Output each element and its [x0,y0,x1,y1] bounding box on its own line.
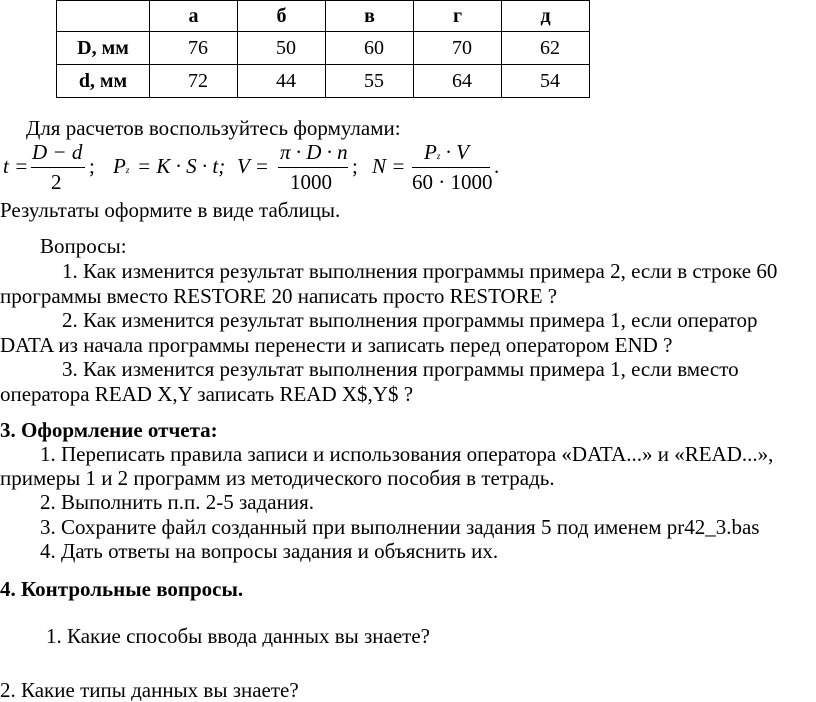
question-line: 1. Как изменится результат выполнения программы примера 2, если в строке 60 [62,259,778,283]
table-cell: 72 [150,65,238,98]
questions-title: Вопросы: [40,234,127,258]
formula-pz-lhs: Pz [113,154,130,178]
formulas-line [0,140,816,196]
control-question: 2. Какие типы данных вы знаете? [0,678,299,702]
question-line: 3. Как изменится результат выполнения программы примера 1, если вместо [62,357,739,381]
table-cell: 60 [326,32,414,65]
table-cell: 70 [414,32,502,65]
table-row [57,65,590,98]
formula-v-lhs: V = [237,154,269,178]
formula-separator: ; [89,154,95,178]
formula-t-lhs: t = [3,154,29,178]
row-label: D, мм [57,32,150,65]
question-line: программы вместо RESTORE 20 написать просто RESTORE ? [0,284,558,308]
dimensions-table [56,0,590,98]
report-line: примеры 1 и 2 программ из методического пособия в тетрадь. [0,466,555,490]
section-4-title: 4. Контрольные вопросы. [0,577,244,601]
table-cell: 50 [238,32,326,65]
question-line: DATA из начала программы перенести и записать перед оператором END ? [0,333,673,357]
table-cell: 76 [150,32,238,65]
row-label: d, мм [57,65,150,98]
formula-t-numerator: D − d [32,140,83,164]
formula-pz-rhs: = K · S · t; [137,154,226,178]
formula-separator: ; [352,154,358,178]
table-header-cell: в [326,1,414,32]
fraction-line [412,167,490,168]
formula-n-denominator: 60 · 1000 [412,170,493,194]
table-row [57,32,590,65]
fraction-line [278,167,348,168]
formula-n-lhs: N = [372,154,406,178]
table-header-cell: а [150,1,238,32]
table-cell: 62 [502,32,590,65]
control-question: 1. Какие способы ввода данных вы знаете? [46,624,430,648]
table-cell: 54 [502,65,590,98]
report-line: 4. Дать ответы на вопросы задания и объяснить их. [40,539,499,563]
report-line: 3. Сохраните файл созданный при выполнении задания 5 под именем pr42_3.bas [40,515,760,539]
table-header-row [57,1,590,32]
question-line: 2. Как изменится результат выполнения программы примера 1, если оператор [62,308,758,332]
intro-text: Для расчетов воспользуйтесь формулами: [26,116,401,140]
report-line: 2. Выполнить п.п. 2-5 задания. [40,490,315,514]
table-header-cell: б [238,1,326,32]
table-cell: 55 [326,65,414,98]
formula-v-denominator: 1000 [290,170,332,194]
fraction-line [31,167,85,168]
results-text: Результаты оформите в виде таблицы. [0,198,341,222]
table-cell: 44 [238,65,326,98]
question-line: оператора READ X,Y записать READ X$,Y$ ? [0,382,414,406]
report-line: 1. Переписать правила записи и использования оператора «DATA...» и «READ...», [40,442,774,466]
formula-t-denominator: 2 [51,170,62,194]
table-header-cell: г [414,1,502,32]
table-corner-cell [57,1,150,32]
formula-v-numerator: π · D · n [280,140,348,164]
table-header-cell: д [502,1,590,32]
table-cell: 64 [414,65,502,98]
formula-n-numerator: Pz · V [424,140,469,164]
formula-end: . [494,154,500,178]
section-3-title: 3. Оформление отчета: [0,418,218,442]
